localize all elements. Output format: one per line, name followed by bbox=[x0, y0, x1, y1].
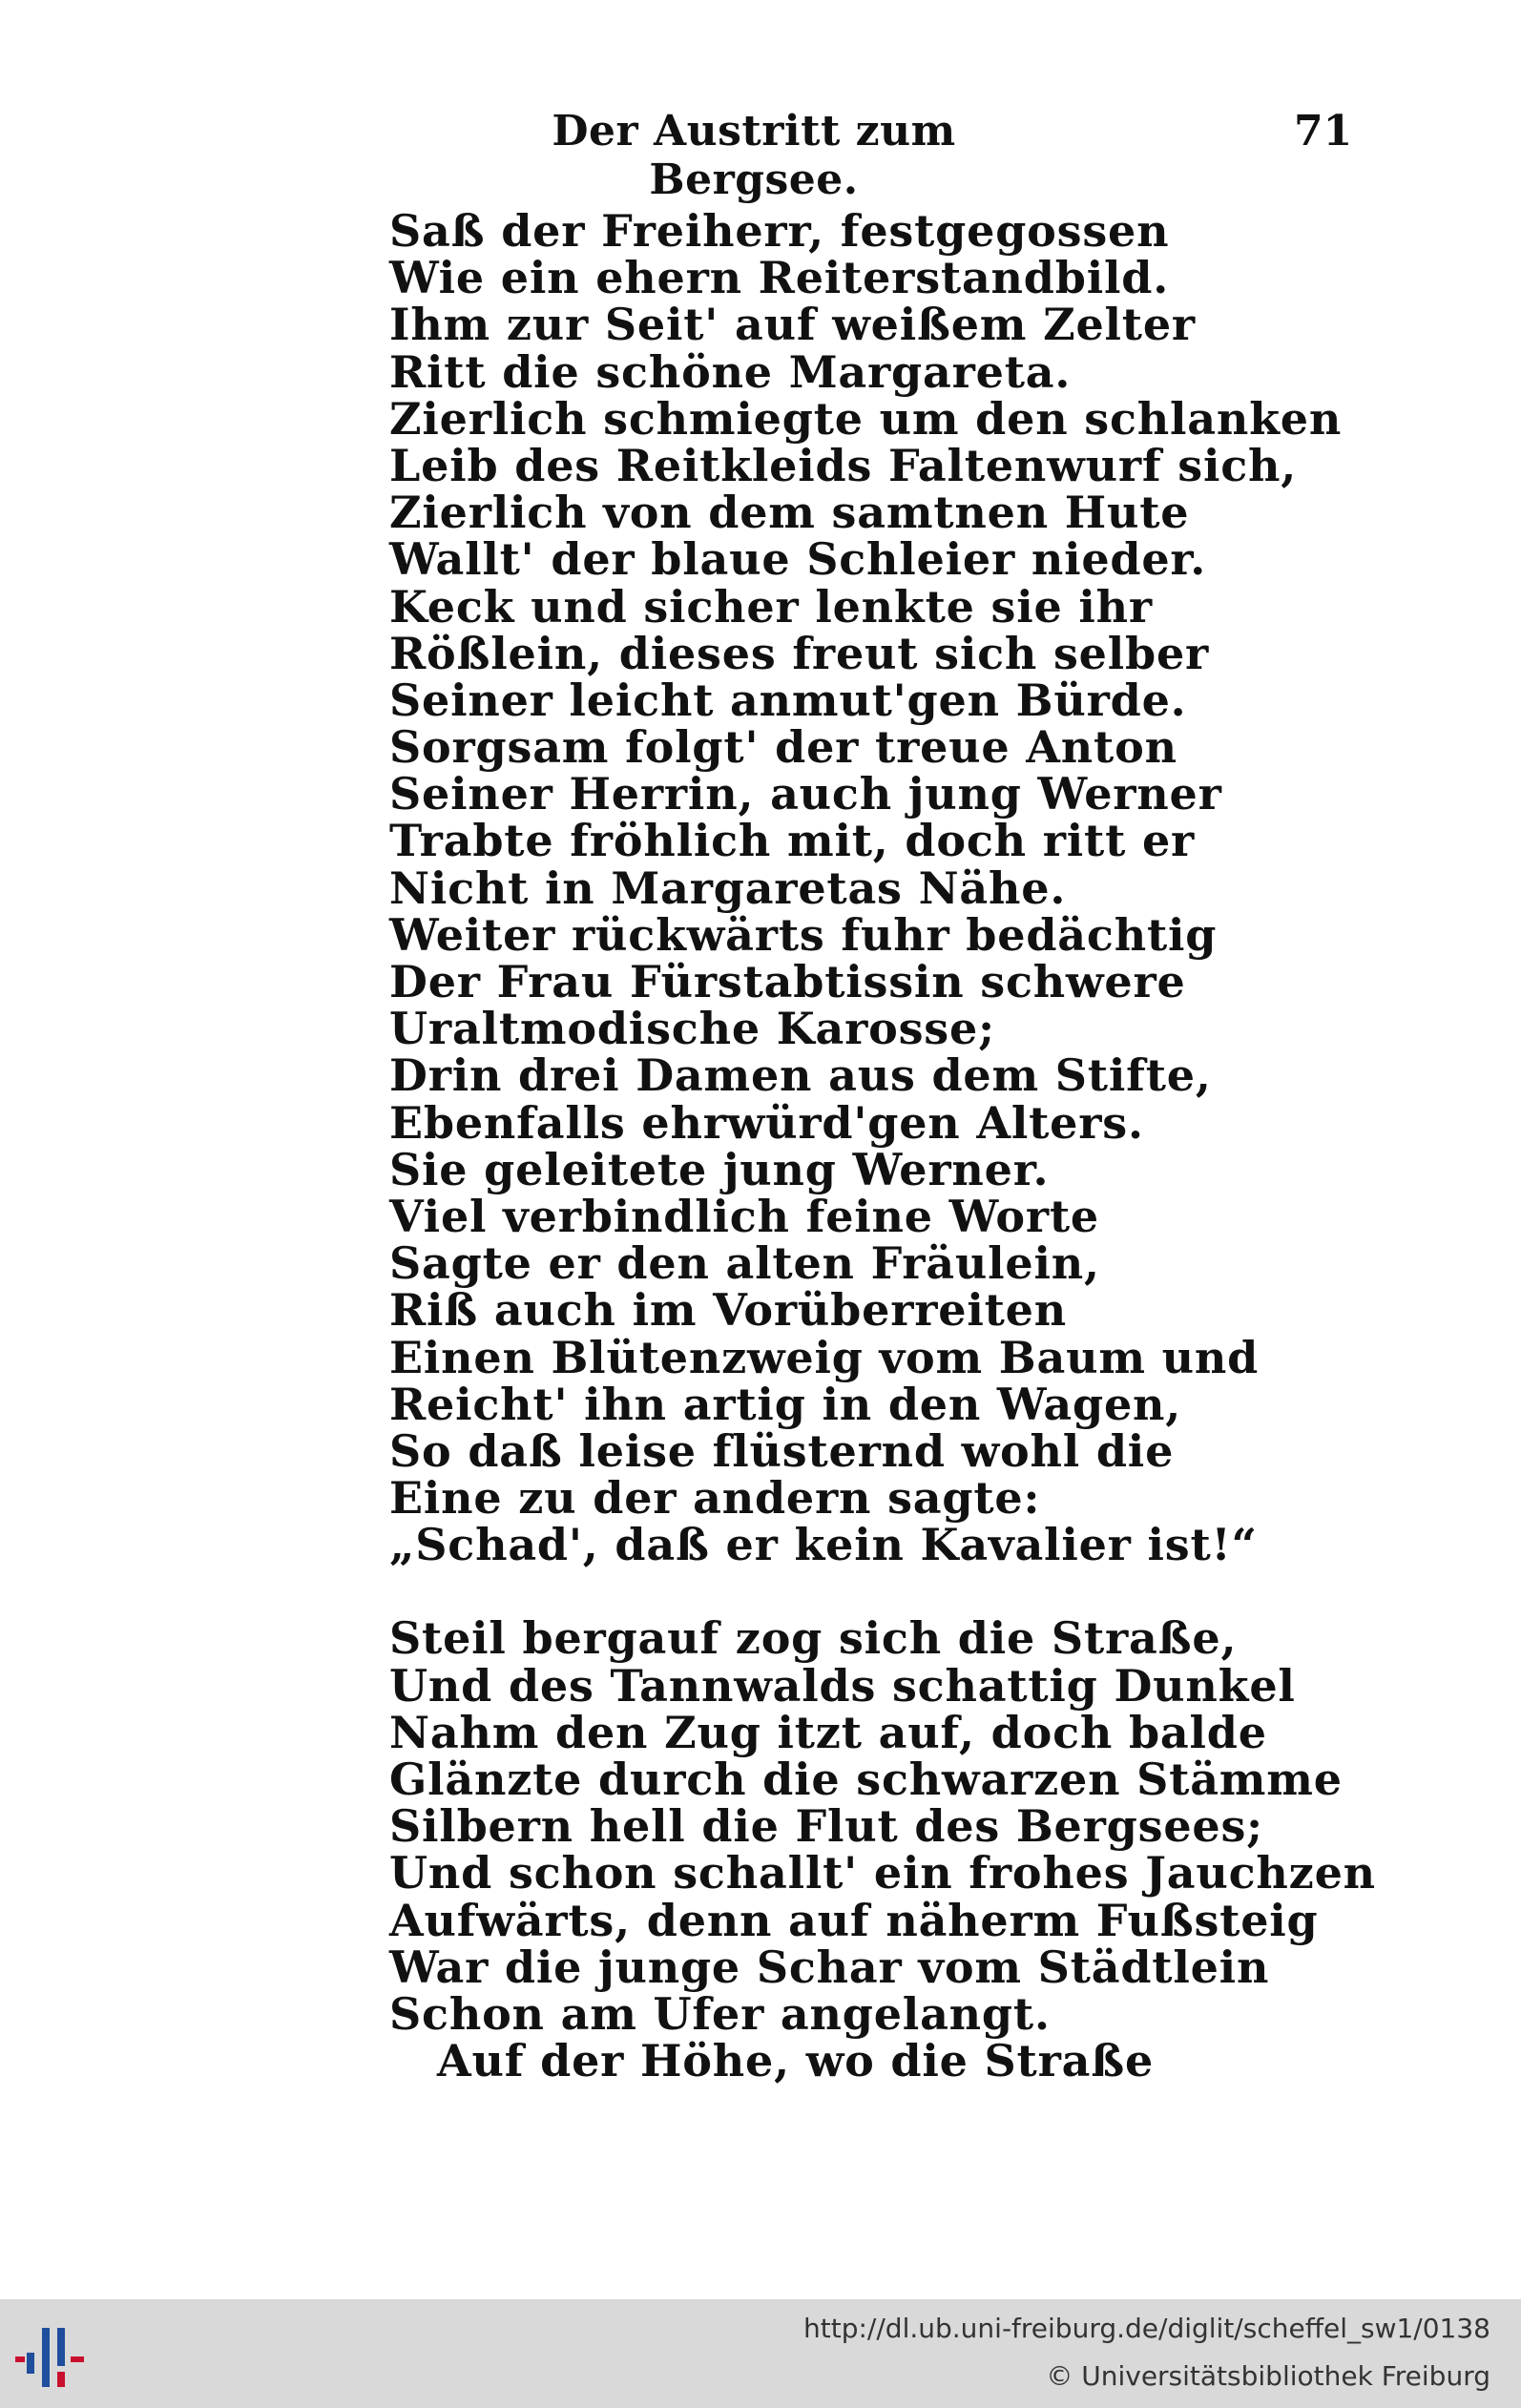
verse-line: So daß leise flüsternd wohl die bbox=[389, 1424, 1175, 1477]
page-number: 71 bbox=[1294, 107, 1353, 156]
verse-line: Silbern hell die Flut des Bergsees; bbox=[389, 1800, 1263, 1853]
verse-line: Zierlich schmiegte um den schlanken bbox=[389, 392, 1343, 445]
copyright-notice: © Universitätsbibliothek Freiburg bbox=[1046, 2360, 1490, 2392]
verse-line: Ebenfalls ehrwürd'gen Alters. bbox=[389, 1096, 1144, 1149]
verse-line: Schon am Ufer angelangt. bbox=[389, 1987, 1051, 2040]
stanza-2 bbox=[389, 1612, 1376, 2087]
verse-line: Der Frau Fürstabtissin schwere bbox=[389, 956, 1186, 1007]
verse-line: „Schad', daß er kein Kavalier ist!“ bbox=[389, 1519, 1258, 1571]
verse-line: Wallt' der blaue Schleier nieder. bbox=[389, 533, 1207, 586]
verse-line: Und schon schallt' ein frohes Jauchzen bbox=[389, 1847, 1376, 1899]
verse-line: Seiner Herrin, auch jung Werner bbox=[389, 768, 1222, 820]
verse-line: Ihm zur Seit' auf weißem Zelter bbox=[389, 299, 1196, 351]
verse-line: Keck und sicher lenkte sie ihr bbox=[389, 580, 1153, 633]
ub-freiburg-logo-icon bbox=[13, 2324, 99, 2391]
verse-line: Rößlein, dieses freut sich selber bbox=[389, 627, 1210, 679]
verse-line: Wie ein ehern Reiterstandbild. bbox=[389, 252, 1170, 304]
verse-line: Ritt die schöne Margareta. bbox=[389, 345, 1072, 398]
verse-line: Und des Tannwalds schattig Dunkel bbox=[389, 1659, 1296, 1712]
verse-line: Sorgsam folgt' der treue Anton bbox=[389, 721, 1177, 774]
verse-line: Saß der Freiherr, festgegossen bbox=[389, 205, 1170, 257]
verse-body bbox=[389, 205, 1376, 2087]
verse-line: Riß auch im Vorüberreiten bbox=[389, 1284, 1067, 1337]
running-title: Der Austritt zum Bergsee. bbox=[552, 107, 956, 204]
verse-line: Leib des Reitkleids Faltenwurf sich, bbox=[389, 439, 1298, 491]
verse-line: Steil bergauf zog sich die Straße, bbox=[389, 1612, 1238, 1665]
verse-line: Seiner leicht anmut'gen Bürde. bbox=[389, 674, 1187, 726]
stanza-1 bbox=[389, 205, 1344, 1571]
verse-line-indented: Auf der Höhe, wo die Straße bbox=[437, 2035, 1155, 2087]
verse-line: Einen Blütenzweig vom Baum und bbox=[389, 1331, 1260, 1383]
verse-line: Trabte fröhlich mit, doch ritt er bbox=[389, 815, 1196, 867]
verse-line: Reicht' ihn artig in den Wagen, bbox=[389, 1378, 1182, 1430]
verse-line: Aufwärts, denn auf näherm Fußsteig bbox=[389, 1894, 1319, 1946]
verse-line: Drin drei Damen aus dem Stifte, bbox=[389, 1049, 1212, 1102]
verse-line: Zierlich von dem samtnen Hute bbox=[389, 487, 1190, 539]
verse-line: War die junge Schar vom Städtlein bbox=[389, 1941, 1270, 1993]
verse-line: Nahm den Zug itzt auf, doch balde bbox=[389, 1706, 1267, 1758]
verse-line: Sagte er den alten Fräulein, bbox=[389, 1237, 1100, 1290]
source-url-link[interactable]: http://dl.ub.uni-freiburg.de/diglit/scheffel_sw1/0138 bbox=[803, 2313, 1490, 2344]
verse-line: Sie geleitete jung Werner. bbox=[389, 1143, 1050, 1195]
footer-bar bbox=[0, 2299, 1521, 2408]
verse-line: Nicht in Margaretas Nähe. bbox=[389, 861, 1067, 914]
verse-line: Viel verbindlich feine Worte bbox=[389, 1190, 1100, 1242]
verse-line: Weiter rückwärts fuhr bedächtig bbox=[389, 908, 1218, 961]
verse-line: Eine zu der andern sagte: bbox=[389, 1472, 1041, 1525]
verse-line: Glänzte durch die schwarzen Stämme bbox=[389, 1754, 1343, 1805]
verse-line: Uraltmodische Karosse; bbox=[389, 1003, 995, 1055]
